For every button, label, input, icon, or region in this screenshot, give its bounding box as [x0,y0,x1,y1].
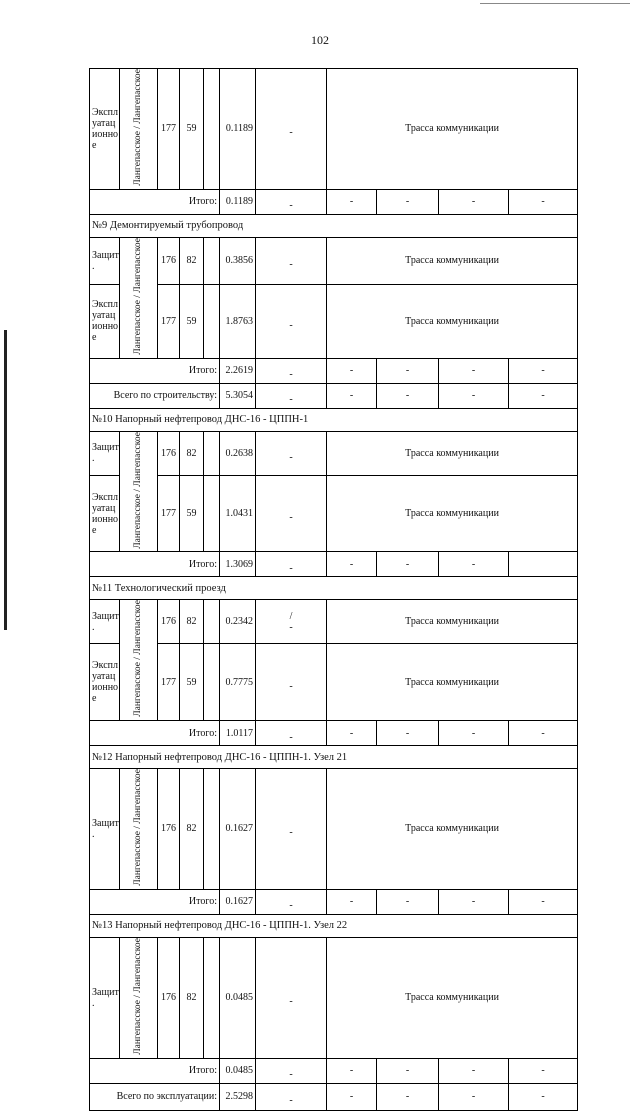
region-cell: Лангепасское / Лангепасское [120,600,158,721]
total-label: Всего по строительству: [90,383,220,408]
total-value: 2.5298 [220,1083,256,1110]
subtotal-row: Итого: 1.0117 - - - - - [90,721,578,746]
subtotal-label: Итого: [90,189,220,214]
region-cell: Лангепасское / Лангепасское [120,431,158,552]
scan-mark [480,3,630,4]
dash-cell: - [256,69,327,190]
quarter-cell: 177 [158,69,180,190]
total-row: Всего по строительству: 5.3054 - - - - - [90,383,578,408]
region-cell: Лангепасское / Лангепасское [120,937,158,1058]
table-row: Защит . Лангепасское / Лангепасское 176 82 0.3856 - Трасса коммуникации [90,237,578,284]
category-cell: Экспл уатац ионно е [90,284,120,358]
number-cell: 59 [180,69,204,190]
region-cell: Лангепасское / Лангепасское [120,69,158,190]
land-plot-table [89,68,578,1111]
margin-line [4,330,7,630]
section-header: №9 Демонтируемый трубопровод [90,214,578,237]
table-row: Защит . Лангепасское / Лангепасское 176 82 0.1627 - Трасса коммуникации [90,769,578,890]
subtotal-row: Итого: 0.0485 - - - - - [90,1058,578,1083]
table-row: Экспл уатац ионно е 177 59 1.0431 - Трасса коммуникации [90,475,578,552]
section-header: №10 Напорный нефтепровод ДНС-16 - ЦППН-1 [90,408,578,431]
table-row [90,69,578,190]
region-cell: Лангепасское / Лангепасское [120,237,158,358]
subtotal-value: 0.1189 [220,189,256,214]
subtotal-row: Итого: 1.3069 - - - - [90,552,578,577]
category-cell: Защит . [90,237,120,284]
table-row: Экспл уатац ионно е 177 59 1.8763 - Трасса коммуникации [90,284,578,358]
page-number: 102 [311,33,329,47]
section-header: №12 Напорный нефтепровод ДНС-16 - ЦППН-1. Узел 21 [90,746,578,769]
category-cell: Экспл уатац ионно е [90,69,120,190]
table-row: Защит . Лангепасское / Лангепасское 176 82 0.2342 / - Трасса коммуникации [90,600,578,644]
total-label: Всего по эксплуатации: [90,1083,220,1110]
section-header: №13 Напорный нефтепровод ДНС-16 - ЦППН-1. Узел 22 [90,914,578,937]
purpose-cell: Трасса коммуникации [327,69,578,190]
subtotal-row: Итого: 0.1627 - - - - - [90,889,578,914]
subtotal-row: Итого: 2.2619 - - - - - [90,358,578,383]
table-row: Защит . Лангепасское / Лангепасское 176 82 0.0485 - Трасса коммуникации [90,937,578,1058]
table-row: Экспл уатац ионно е 177 59 0.7775 - Трасса коммуникации [90,644,578,721]
section-header: №11 Технологический проезд [90,577,578,600]
table-row: Защит . Лангепасское / Лангепасское 176 82 0.2638 - Трасса коммуникации [90,431,578,475]
subtotal-row: Итого: 0.1189 - - - - - [90,189,578,214]
total-row: Всего по эксплуатации: 2.5298 - - - - - [90,1083,578,1110]
total-value: 5.3054 [220,383,256,408]
region-cell: Лангепасское / Лангепасское [120,769,158,890]
area-cell: 0.1189 [220,69,256,190]
